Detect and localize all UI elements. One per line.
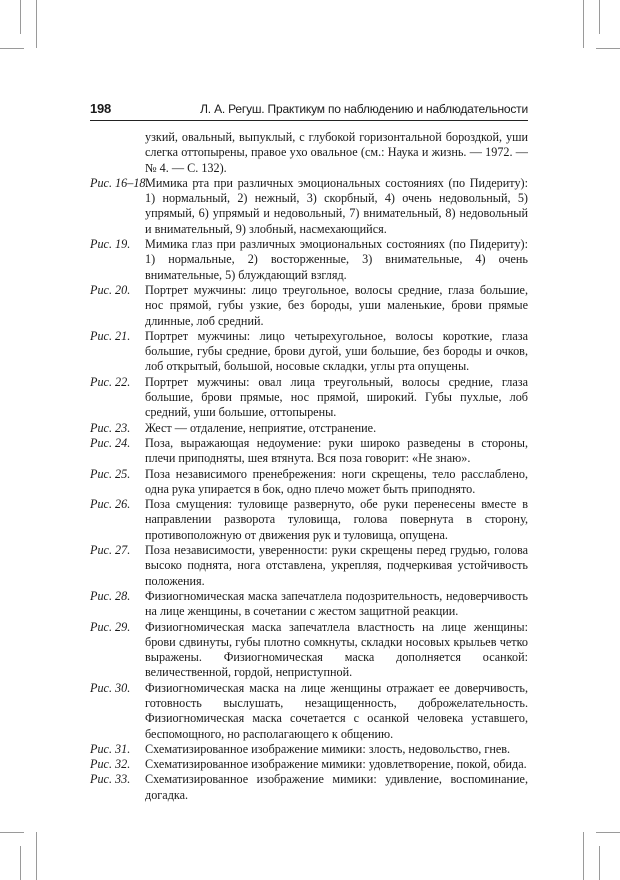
- caption-entry: [90, 497, 528, 543]
- caption-label: Рис. 23.: [90, 420, 131, 435]
- page-number: 198: [90, 101, 112, 116]
- caption-text: Портрет мужчины: овал лица треугольный, волосы средние, глаза большие, брови прямые, нос прямой, широкий. Губы пухлые, лоб средний, уши большие, оттопырены.: [145, 374, 528, 420]
- caption-label: Рис. 19.: [90, 237, 131, 252]
- caption-entry: [90, 329, 528, 375]
- caption-entry: [90, 421, 528, 436]
- caption-text: Поза независимости, уверенности: руки скрещены перед грудью, голова высоко поднята, нога отставлена, укрепляя, подчеркивая устойчивость положения.: [145, 543, 528, 588]
- crop-mark: [0, 48, 24, 49]
- caption-text: Схематизированное изображение мимики: злость, недовольство, гнев.: [145, 741, 511, 756]
- caption-entry: [90, 620, 528, 681]
- crop-mark: [599, 846, 600, 880]
- crop-mark: [36, 832, 37, 880]
- running-header: [90, 100, 528, 121]
- crop-mark: [599, 0, 600, 34]
- caption-entry: [90, 757, 528, 772]
- caption-entry: [90, 681, 528, 742]
- caption-label: Рис. 29.: [90, 619, 131, 634]
- caption-text: Поза, выражающая недоумение: руки широко разведены в стороны, плечи приподняты, шея втянута. Вся поза говорит: «Не знаю».: [145, 435, 528, 466]
- figure-captions-list: [90, 130, 528, 803]
- caption-entry: [90, 467, 528, 498]
- crop-mark: [20, 0, 21, 34]
- caption-text: Физиогномическая маска запечатлела властность на лице женщины: брови сдвинуты, губы плотно сомкнуты, складки носовых крыльев четко выражены. Физиогномическая маска дополняется осанкой: величественной, гордой, неприступной.: [145, 619, 528, 680]
- running-title: Л. А. Регуш. Практикум по наблюдению и наблюдательности: [200, 102, 528, 116]
- caption-label: Рис. 27.: [90, 543, 131, 558]
- caption-text: Мимика глаз при различных эмоциональных состояниях (по Пидериту): 1) нормальные, 2) восторженные, 3) внимательные, 4) очень внимательные, 5) блуждающий взгляд.: [145, 237, 528, 282]
- caption-text: Мимика рта при различных эмоциональных состояниях (по Пидериту): 1) нормальный, 2) нежный, 3) скорбный, 4) очень недовольный, 5) упрямый, 6) упрямый и недовольный, 7) внимательный, 8) недовольный и внимательный, 9) злобный, насмехающийся.: [145, 175, 528, 236]
- caption-text: Физиогномическая маска запечатлела подозрительность, недоверчивость на лице женщины, в сочетании с жестом защитной реакции.: [145, 588, 528, 619]
- caption-entry: [90, 772, 528, 803]
- caption-text: Поза смущения: туловище развернуто, обе руки перенесены вместе в направлении разворота туловища, голова повернута в сторону, противоположную от движения рук и туловища, опущена.: [145, 497, 528, 542]
- caption-label: Рис. 26.: [90, 497, 131, 512]
- caption-text: Портрет мужчины: лицо треугольное, волосы средние, глаза большие, нос прямой, губы узкие, без бороды, уши маленькие, брови прямые длинные, лоб средний.: [145, 282, 528, 328]
- caption-text: Поза независимого пренебрежения: ноги скрещены, тело расслаблено, одна рука упирается в бок, одно плечо может быть приподнято.: [145, 466, 528, 496]
- crop-mark: [0, 832, 24, 833]
- caption-label: Рис. 33.: [90, 772, 131, 787]
- caption-text: Физиогномическая маска на лице женщины отражает ее доверчивость, готовность выслушать, незащищенность, доброжелательность. Физиогномическая маска сочетается с осанкой человека уставшего, беспомощного, но располагающего к общению.: [145, 680, 528, 741]
- crop-mark: [583, 832, 584, 880]
- caption-entry: [90, 237, 528, 283]
- caption-label: Рис. 25.: [90, 466, 131, 481]
- crop-mark: [596, 832, 620, 833]
- caption-entry: [90, 543, 528, 589]
- caption-label: Рис. 22.: [90, 374, 131, 389]
- caption-entry: [90, 589, 528, 620]
- continuation-paragraph: [90, 130, 528, 176]
- caption-entry: [90, 283, 528, 329]
- caption-text: Жест — отдаление, неприятие, отстранение.: [145, 420, 377, 435]
- caption-text: Схематизированное изображение мимики: удивление, воспоминание, догадка.: [145, 772, 528, 802]
- caption-text: Портрет мужчины: лицо четырехугольное, волосы короткие, глаза большие, губы средние, брови дугой, уши большие, без бороды и очков, лоб открытый, большой, носовые складки, углы рта опущены.: [145, 328, 528, 374]
- caption-label: Рис. 28.: [90, 588, 131, 603]
- caption-label: Рис. 20.: [90, 282, 131, 297]
- crop-mark: [583, 0, 584, 48]
- caption-entry: [90, 742, 528, 757]
- caption-entry: [90, 436, 528, 467]
- caption-entry: [90, 375, 528, 421]
- crop-mark: [36, 0, 37, 48]
- caption-label: Рис. 31.: [90, 741, 131, 756]
- caption-entry: [90, 176, 528, 237]
- caption-label: Рис. 21.: [90, 328, 131, 343]
- crop-mark: [20, 846, 21, 880]
- caption-label: Рис. 30.: [90, 680, 131, 695]
- continuation-text: узкий, овальный, выпуклый, с глубокой горизонтальной бороздкой, уши слегка оттопырены, правое ухо овальное (см.: Наука и жизнь. — 1972. — № 4. — С. 132).: [145, 130, 528, 175]
- caption-label: Рис. 24.: [90, 435, 131, 450]
- crop-mark: [596, 48, 620, 49]
- caption-text: Схематизированное изображение мимики: удовлетворение, покой, обида.: [145, 757, 527, 772]
- caption-label: Рис. 16–18.: [90, 175, 149, 190]
- caption-label: Рис. 32.: [90, 757, 131, 772]
